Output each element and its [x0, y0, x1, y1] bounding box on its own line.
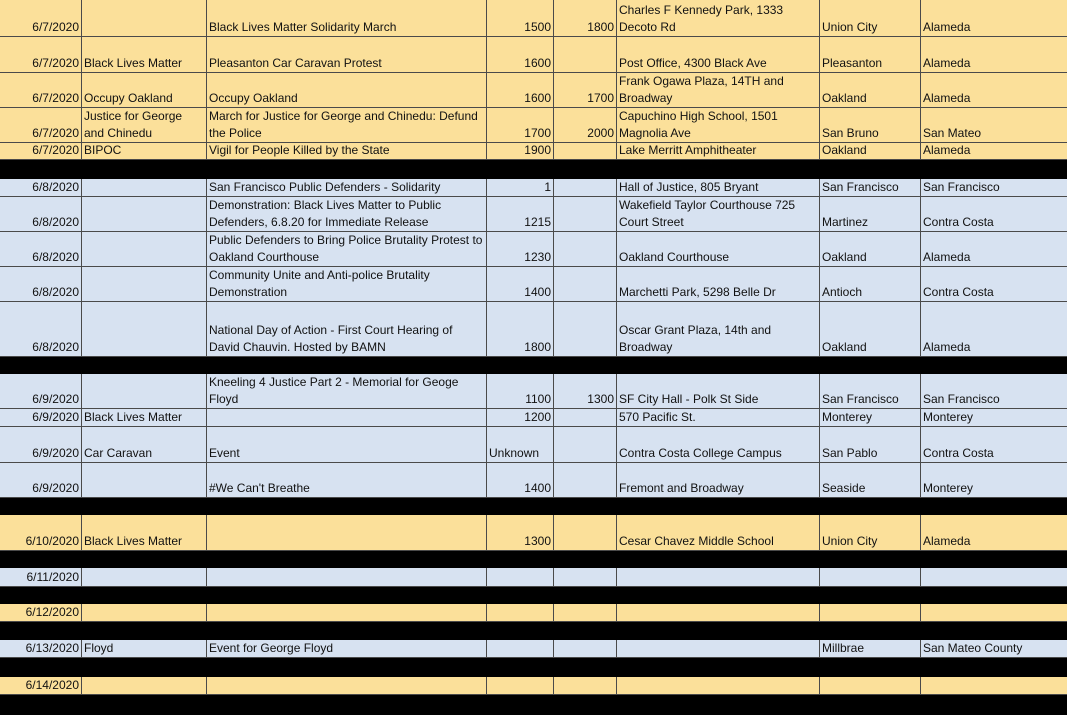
end-time-cell[interactable] — [554, 197, 617, 232]
date-cell[interactable] — [0, 374, 82, 409]
county-cell[interactable] — [921, 604, 1067, 622]
organizer-cell-text: Floyd — [84, 641, 114, 655]
date-cell[interactable] — [0, 0, 82, 37]
location-cell[interactable] — [617, 143, 820, 160]
start-time-cell-text: 1700 — [524, 126, 551, 140]
end-time-cell[interactable] — [554, 302, 617, 357]
city-cell[interactable] — [820, 640, 921, 658]
row-separator — [0, 551, 1067, 568]
city-cell[interactable] — [820, 197, 921, 232]
event-name-cell-text: Event — [209, 446, 240, 460]
start-time-cell[interactable] — [487, 409, 554, 427]
event-name-cell-text: National Day of Action - First Court Hearing of David Chauvin. Hosted by BAMN — [209, 323, 453, 354]
date-cell[interactable] — [0, 37, 82, 73]
county-cell[interactable] — [921, 143, 1067, 160]
organizer-cell[interactable] — [82, 463, 207, 498]
organizer-cell[interactable] — [82, 604, 207, 622]
event-name-cell-text: Demonstration: Black Lives Matter to Public Defenders, 6.8.20 for Immediate Release — [209, 198, 442, 229]
county-cell-text: San Mateo — [923, 126, 982, 140]
row-separator — [0, 622, 1067, 640]
county-cell-text: Contra Costa — [923, 446, 994, 460]
date-cell-text: 6/7/2020 — [32, 126, 79, 140]
county-cell[interactable] — [921, 463, 1067, 498]
event-name-cell-text: Occupy Oakland — [209, 91, 298, 105]
event-name-cell[interactable] — [207, 302, 487, 357]
event-name-cell[interactable] — [207, 0, 487, 37]
end-time-cell[interactable] — [554, 232, 617, 267]
county-cell[interactable] — [921, 409, 1067, 427]
start-time-cell[interactable] — [487, 267, 554, 302]
county-cell[interactable] — [921, 108, 1067, 143]
start-time-cell[interactable] — [487, 374, 554, 409]
location-cell[interactable] — [617, 640, 820, 658]
date-cell-text: 6/7/2020 — [32, 143, 79, 157]
location-cell-text: Capuchino High School, 1501 Magnolia Ave — [619, 109, 778, 140]
event-name-cell-text: Pleasanton Car Caravan Protest — [209, 56, 382, 70]
table-row — [0, 179, 1067, 197]
event-name-cell[interactable] — [207, 37, 487, 73]
city-cell[interactable] — [820, 374, 921, 409]
event-name-cell-text: #We Can't Breathe — [209, 481, 310, 495]
county-cell-text: Alameda — [923, 143, 971, 157]
date-cell[interactable] — [0, 267, 82, 302]
start-time-cell-text: 1230 — [524, 250, 551, 264]
table-row — [0, 515, 1067, 551]
organizer-cell-text: Justice for George and Chinedu — [84, 109, 183, 140]
date-cell[interactable] — [0, 143, 82, 160]
date-cell-text: 6/9/2020 — [32, 481, 79, 495]
location-cell-text: Fremont and Broadway — [619, 481, 744, 495]
end-time-cell[interactable] — [554, 267, 617, 302]
start-time-cell-text: 1500 — [524, 20, 551, 34]
county-cell[interactable] — [921, 302, 1067, 357]
table-row — [0, 409, 1067, 427]
table-row — [0, 677, 1067, 695]
organizer-cell[interactable] — [82, 302, 207, 357]
end-time-cell[interactable] — [554, 427, 617, 463]
date-cell[interactable] — [0, 568, 82, 587]
location-cell[interactable] — [617, 427, 820, 463]
location-cell-text: Contra Costa College Campus — [619, 446, 782, 460]
start-time-cell-text: 1100 — [525, 392, 551, 406]
end-time-cell-text: 1700 — [587, 91, 614, 105]
city-cell-text: Antioch — [822, 285, 863, 299]
date-cell-text: 6/8/2020 — [32, 180, 79, 194]
end-time-cell[interactable] — [554, 463, 617, 498]
county-cell[interactable] — [921, 179, 1067, 197]
city-cell[interactable] — [820, 179, 921, 197]
location-cell[interactable] — [617, 463, 820, 498]
row-separator — [0, 658, 1067, 677]
location-cell[interactable] — [617, 179, 820, 197]
county-cell-text: Alameda — [923, 534, 971, 548]
start-time-cell-text: 1 — [544, 180, 551, 194]
start-time-cell-text: 1900 — [524, 143, 551, 157]
start-time-cell[interactable] — [487, 73, 554, 108]
event-name-cell[interactable] — [207, 73, 487, 108]
start-time-cell[interactable] — [487, 427, 554, 463]
date-cell[interactable] — [0, 515, 82, 551]
city-cell[interactable] — [820, 302, 921, 357]
start-time-cell-text: 1200 — [524, 410, 551, 424]
organizer-cell[interactable] — [82, 232, 207, 267]
start-time-cell[interactable] — [487, 568, 554, 587]
start-time-cell[interactable] — [487, 143, 554, 160]
date-cell-text: 6/7/2020 — [32, 20, 79, 34]
county-cell-text: Alameda — [923, 250, 971, 264]
start-time-cell-text: 1600 — [524, 56, 551, 70]
event-name-cell[interactable] — [207, 515, 487, 551]
event-name-cell[interactable] — [207, 463, 487, 498]
row-separator — [0, 160, 1067, 179]
county-cell-text: Monterey — [923, 410, 974, 424]
city-cell-text: San Francisco — [822, 180, 899, 194]
city-cell-text: Union City — [822, 20, 878, 34]
table-row — [0, 640, 1067, 658]
start-time-cell-text: 1800 — [524, 340, 551, 354]
start-time-cell-text: 1400 — [524, 285, 551, 299]
table-row — [0, 108, 1067, 143]
date-cell[interactable] — [0, 302, 82, 357]
organizer-cell[interactable] — [82, 640, 207, 658]
location-cell[interactable] — [617, 232, 820, 267]
date-cell[interactable] — [0, 427, 82, 463]
county-cell[interactable] — [921, 677, 1067, 695]
location-cell[interactable] — [617, 37, 820, 73]
start-time-cell-text: Unknown — [489, 446, 540, 460]
county-cell[interactable] — [921, 37, 1067, 73]
event-name-cell-text: March for Justice for George and Chinedu: Defund the Police — [209, 109, 478, 140]
organizer-cell[interactable] — [82, 0, 207, 37]
event-name-cell[interactable] — [207, 197, 487, 232]
city-cell[interactable] — [820, 143, 921, 160]
event-name-cell[interactable] — [207, 374, 487, 409]
city-cell[interactable] — [820, 409, 921, 427]
location-cell-text: Charles F Kennedy Park, 1333 Decoto Rd — [619, 3, 784, 34]
event-name-cell-text: Kneeling 4 Justice Part 2 - Memorial for Geoge Floyd — [209, 375, 459, 406]
date-cell-text: 6/14/2020 — [25, 678, 79, 692]
date-cell-text: 6/11/2020 — [26, 570, 79, 584]
city-cell-text: Oakland — [822, 250, 867, 264]
city-cell-text: Monterey — [822, 410, 873, 424]
table-row — [0, 37, 1067, 73]
city-cell[interactable] — [820, 267, 921, 302]
location-cell[interactable] — [617, 197, 820, 232]
start-time-cell[interactable] — [487, 302, 554, 357]
organizer-cell-text: Black Lives Matter — [84, 534, 183, 548]
location-cell[interactable] — [617, 302, 820, 357]
date-cell[interactable] — [0, 640, 82, 658]
location-cell[interactable] — [617, 0, 820, 37]
table-row — [0, 143, 1067, 160]
table-row — [0, 374, 1067, 409]
city-cell[interactable] — [820, 0, 921, 37]
organizer-cell[interactable] — [82, 515, 207, 551]
organizer-cell-text: Occupy Oakland — [84, 91, 173, 105]
city-cell[interactable] — [820, 568, 921, 587]
date-cell-text: 6/8/2020 — [32, 285, 79, 299]
location-cell-text: Oakland Courthouse — [619, 250, 730, 264]
county-cell-text: Contra Costa — [923, 285, 994, 299]
county-cell-text: Monterey — [923, 481, 974, 495]
organizer-cell[interactable] — [82, 409, 207, 427]
city-cell-text: San Pablo — [822, 446, 878, 460]
start-time-cell-text: 1600 — [524, 91, 551, 105]
location-cell[interactable] — [617, 604, 820, 622]
date-cell[interactable] — [0, 677, 82, 695]
county-cell[interactable] — [921, 515, 1067, 551]
location-cell[interactable] — [617, 568, 820, 587]
start-time-cell[interactable] — [487, 604, 554, 622]
county-cell-text: Alameda — [923, 340, 971, 354]
city-cell[interactable] — [820, 232, 921, 267]
organizer-cell[interactable] — [82, 427, 207, 463]
event-name-cell[interactable] — [207, 232, 487, 267]
start-time-cell[interactable] — [487, 463, 554, 498]
event-name-cell-text: Vigil for People Killed by the State — [209, 143, 390, 157]
table-row — [0, 0, 1067, 37]
organizer-cell[interactable] — [82, 37, 207, 73]
event-name-cell-text: San Francisco Public Defenders - Solidarity — [209, 180, 441, 194]
start-time-cell[interactable] — [487, 108, 554, 143]
city-cell-text: San Francisco — [822, 392, 899, 406]
location-cell[interactable] — [617, 108, 820, 143]
table-row — [0, 73, 1067, 108]
county-cell[interactable] — [921, 73, 1067, 108]
end-time-cell[interactable] — [554, 640, 617, 658]
start-time-cell[interactable] — [487, 0, 554, 37]
table-row — [0, 604, 1067, 622]
city-cell-text: Seaside — [822, 481, 866, 495]
city-cell[interactable] — [820, 427, 921, 463]
table-row — [0, 197, 1067, 232]
table-row — [0, 463, 1067, 498]
end-time-cell[interactable] — [554, 37, 617, 73]
location-cell-text: Lake Merritt Amphitheater — [619, 143, 757, 157]
city-cell[interactable] — [820, 108, 921, 143]
organizer-cell[interactable] — [82, 73, 207, 108]
county-cell-text: Alameda — [923, 56, 971, 70]
city-cell[interactable] — [820, 677, 921, 695]
city-cell[interactable] — [820, 515, 921, 551]
end-time-cell[interactable] — [554, 409, 617, 427]
county-cell[interactable] — [921, 374, 1067, 409]
start-time-cell[interactable] — [487, 515, 554, 551]
location-cell-text: Post Office, 4300 Black Ave — [619, 56, 767, 70]
event-name-cell-text: Black Lives Matter Solidarity March — [209, 20, 397, 34]
event-name-cell-text: Community Unite and Anti-police Brutality Demonstration — [209, 268, 430, 299]
organizer-cell[interactable] — [82, 374, 207, 409]
start-time-cell[interactable] — [487, 37, 554, 73]
city-cell[interactable] — [820, 73, 921, 108]
organizer-cell[interactable] — [82, 179, 207, 197]
county-cell-text: San Mateo County — [923, 641, 1023, 655]
date-cell-text: 6/7/2020 — [32, 91, 79, 105]
date-cell-text: 6/7/2020 — [32, 56, 79, 70]
end-time-cell[interactable] — [554, 0, 617, 37]
start-time-cell-text: 1400 — [524, 481, 551, 495]
organizer-cell[interactable] — [82, 267, 207, 302]
event-name-cell[interactable] — [207, 677, 487, 695]
date-cell-text: 6/8/2020 — [32, 215, 79, 229]
city-cell-text: Martinez — [822, 215, 869, 229]
date-cell[interactable] — [0, 179, 82, 197]
end-time-cell-text: 1800 — [587, 20, 614, 34]
organizer-cell[interactable] — [82, 568, 207, 587]
county-cell-text: Alameda — [923, 20, 971, 34]
city-cell[interactable] — [820, 604, 921, 622]
location-cell-text: Oscar Grant Plaza, 14th and Broadway — [619, 323, 772, 354]
city-cell-text: Union City — [822, 534, 878, 548]
location-cell-text: Cesar Chavez Middle School — [619, 534, 774, 548]
start-time-cell[interactable] — [487, 232, 554, 267]
date-cell-text: 6/9/2020 — [32, 392, 79, 406]
location-cell[interactable] — [617, 677, 820, 695]
location-cell-text: Wakefield Taylor Courthouse 725 Court Street — [619, 198, 796, 229]
city-cell-text: Millbrae — [822, 641, 865, 655]
end-time-cell[interactable] — [554, 374, 617, 409]
organizer-cell[interactable] — [82, 143, 207, 160]
table-row — [0, 267, 1067, 302]
county-cell[interactable] — [921, 0, 1067, 37]
organizer-cell-text: Black Lives Matter — [84, 410, 183, 424]
location-cell[interactable] — [617, 409, 820, 427]
location-cell[interactable] — [617, 515, 820, 551]
end-time-cell[interactable] — [554, 604, 617, 622]
date-cell-text: 6/8/2020 — [32, 340, 79, 354]
location-cell[interactable] — [617, 267, 820, 302]
event-name-cell[interactable] — [207, 640, 487, 658]
event-name-cell-text: Public Defenders to Bring Police Brutality Protest to Oakland Courthouse — [209, 233, 483, 264]
city-cell-text: Oakland — [822, 143, 867, 157]
event-name-cell[interactable] — [207, 409, 487, 427]
date-cell-text: 6/10/2020 — [25, 534, 79, 548]
location-cell-text: Hall of Justice, 805 Bryant — [619, 180, 759, 194]
location-cell[interactable] — [617, 374, 820, 409]
county-cell[interactable] — [921, 568, 1067, 587]
date-cell[interactable] — [0, 197, 82, 232]
location-cell-text: Frank Ogawa Plaza, 14TH and Broadway — [619, 74, 784, 105]
date-cell[interactable] — [0, 604, 82, 622]
county-cell[interactable] — [921, 232, 1067, 267]
event-name-cell-text: Event for George Floyd — [209, 641, 334, 655]
end-time-cell-text: 1300 — [587, 392, 614, 406]
start-time-cell-text: 1215 — [524, 215, 551, 229]
event-name-cell[interactable] — [207, 143, 487, 160]
county-cell[interactable] — [921, 640, 1067, 658]
city-cell-text: Oakland — [822, 340, 867, 354]
organizer-cell[interactable] — [82, 108, 207, 143]
start-time-cell-text: 1300 — [524, 534, 551, 548]
date-cell[interactable] — [0, 409, 82, 427]
event-name-cell[interactable] — [207, 568, 487, 587]
event-name-cell[interactable] — [207, 179, 487, 197]
date-cell-text: 6/13/2020 — [25, 641, 79, 655]
table-row — [0, 568, 1067, 587]
event-name-cell[interactable] — [207, 604, 487, 622]
date-cell-text: 6/9/2020 — [32, 446, 79, 460]
location-cell[interactable] — [617, 73, 820, 108]
end-time-cell-text: 2000 — [587, 126, 614, 140]
county-cell[interactable] — [921, 197, 1067, 232]
organizer-cell[interactable] — [82, 197, 207, 232]
date-cell-text: 6/9/2020 — [32, 410, 79, 424]
start-time-cell[interactable] — [487, 179, 554, 197]
location-cell-text: Marchetti Park, 5298 Belle Dr — [619, 285, 776, 299]
end-time-cell[interactable] — [554, 515, 617, 551]
table-row — [0, 232, 1067, 267]
start-time-cell[interactable] — [487, 677, 554, 695]
organizer-cell-text: Car Caravan — [84, 446, 153, 460]
start-time-cell[interactable] — [487, 197, 554, 232]
event-name-cell[interactable] — [207, 427, 487, 463]
date-cell[interactable] — [0, 73, 82, 108]
county-cell-text: Contra Costa — [923, 215, 994, 229]
event-name-cell[interactable] — [207, 108, 487, 143]
date-cell-text: 6/8/2020 — [32, 250, 79, 264]
organizer-cell-text: Black Lives Matter — [84, 56, 183, 70]
county-cell-text: Alameda — [923, 91, 971, 105]
location-cell-text: 570 Pacific St. — [619, 410, 696, 424]
row-separator — [0, 587, 1067, 604]
table-row — [0, 302, 1067, 357]
end-time-cell[interactable] — [554, 73, 617, 108]
county-cell-text: San Francisco — [923, 180, 1000, 194]
end-time-cell[interactable] — [554, 179, 617, 197]
event-name-cell[interactable] — [207, 267, 487, 302]
end-time-cell[interactable] — [554, 108, 617, 143]
table-row — [0, 427, 1067, 463]
county-cell[interactable] — [921, 267, 1067, 302]
row-separator — [0, 357, 1067, 374]
organizer-cell-text: BIPOC — [84, 143, 122, 157]
start-time-cell[interactable] — [487, 640, 554, 658]
city-cell-text: San Bruno — [822, 126, 879, 140]
end-time-cell[interactable] — [554, 143, 617, 160]
date-cell[interactable] — [0, 108, 82, 143]
date-cell[interactable] — [0, 232, 82, 267]
city-cell-text: Pleasanton — [822, 56, 883, 70]
row-separator — [0, 498, 1067, 515]
end-time-cell[interactable] — [554, 568, 617, 587]
county-cell[interactable] — [921, 427, 1067, 463]
organizer-cell[interactable] — [82, 677, 207, 695]
date-cell[interactable] — [0, 463, 82, 498]
city-cell-text: Oakland — [822, 91, 867, 105]
county-cell-text: San Francisco — [923, 392, 1000, 406]
location-cell-text: SF City Hall - Polk St Side — [619, 392, 759, 406]
city-cell[interactable] — [820, 37, 921, 73]
date-cell-text: 6/12/2020 — [25, 605, 79, 619]
city-cell[interactable] — [820, 463, 921, 498]
end-time-cell[interactable] — [554, 677, 617, 695]
